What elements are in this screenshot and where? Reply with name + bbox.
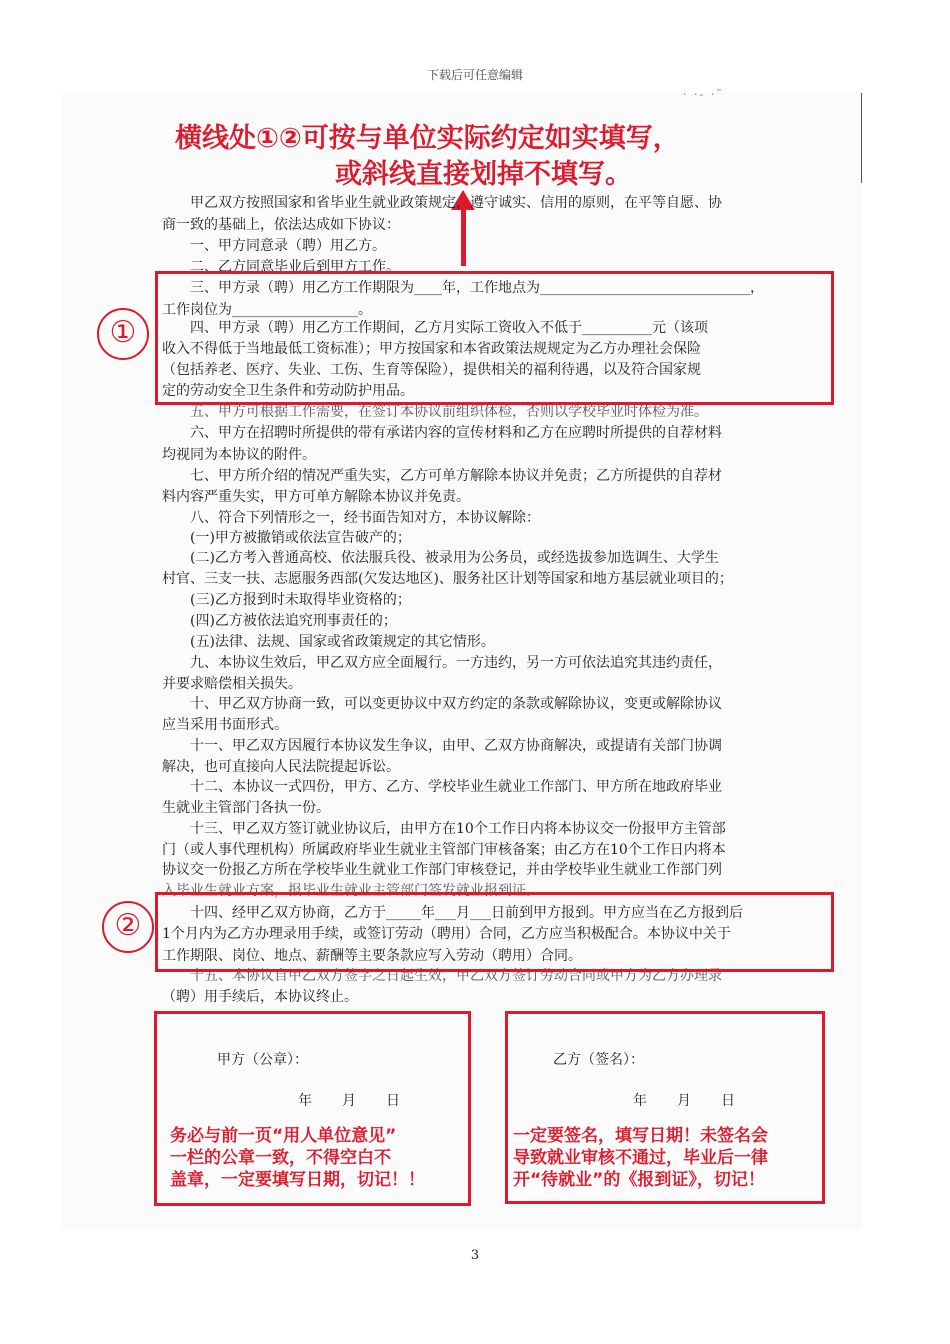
clause-line: 均视同为本协议的附件。 [162,447,316,463]
clause-line: 并要求赔偿相关损失。 [162,676,302,692]
header-note: 下载后可任意编辑 [426,68,523,82]
clause-line: 1个月内为乙方办理录用手续，或签订劳动（聘用）合同，乙方应当积极配合。本协议中关于 [162,926,731,942]
headline-line-2: 或斜线直接划掉不填写。 [335,159,632,190]
clause-line: (二)乙方考入普通高校、依法服兵役、被录用为公务员，或经选拔参加选调生、大学生 [190,550,719,566]
warning-line: 一栏的公章一致，不得空白不 [170,1148,391,1168]
clause-line: 村官、三支一扶、志愿服务西部(欠发达地区)、服务社区计划等国家和地方基层就业项目的； [162,571,733,587]
clause-line: （包括养老、医疗、失业、工伤、生育等保险），提供相关的福利待遇，以及符合国家规 [162,362,701,378]
clause-line: 料内容严重失实，甲方可单方解除本协议并免责。 [162,489,470,505]
clause-line: 八、符合下列情形之一，经书面告知对方，本协议解除： [190,510,540,526]
clause-line: 生就业主管部门各执一份。 [162,800,330,816]
clause-line: 定的劳动安全卫生条件和劳动防护用品。 [162,383,414,399]
clause-line: (一)甲方被撤销或依法宣告破产的； [190,530,411,546]
clause-line: 四、甲方录（聘）用乙方工作期间，乙方月实际工资收入不低于__________元（该项 [190,320,708,336]
party-b-date-label: 年月日 [633,1093,765,1109]
scan-edge-line [861,93,862,183]
page-number: 3 [470,1248,480,1263]
clause-line: 甲乙双方按照国家和省毕业生就业政策规定，遵守诚实、信用的原则，在平等自愿、协 [190,195,722,211]
marker-circle-2: ② [102,901,154,953]
clause-line: 门（或人事代理机构）所属政府毕业生就业主管部门审核备案；由乙方在10个工作日内将本 [162,842,726,858]
clause-line: 十一、甲乙双方因履行本协议发生争议，由甲、乙双方协商解决，或提请有关部门协调 [190,738,722,754]
clause-line: (三)乙方报到时未取得毕业资格的； [190,592,411,608]
party-b-sign-label: 乙方（签名）： [553,1052,644,1068]
highlight-box-1 [155,271,834,405]
clause-line: (五)法律、法规、国家或省政策规定的其它情形。 [190,634,495,650]
warning-line: 盖章，一定要填写日期，切记！！ [170,1170,425,1190]
clause-line: 十三、甲乙双方签订就业协议后，由甲方在10个工作日内将本协议交一份报甲方主管部 [190,821,726,837]
clause-line: 入毕业生就业方案，报毕业生就业主管部门签发就业报到证。 [162,883,540,899]
clause-line: 解决，也可直接向人民法院提起诉讼。 [162,759,400,775]
highlight-box-2 [155,892,834,972]
party-a-warning [170,1125,425,1191]
clause-line: 三、甲方录（聘）用乙方工作期限为____年，工作地点为______________________________， [190,280,764,296]
clause-line: 收入不得低于当地最低工资标准）；甲方按国家和本省政策法规规定为乙方办理社会保险 [162,341,701,357]
clause-line: 六、甲方在招聘时所提供的带有承诺内容的宣传材料和乙方在应聘时所提供的自荐材料 [190,425,722,441]
warning-line: 一定要签名，填写日期！未签名会 [513,1126,768,1146]
clause-line: 七、甲方所介绍的情况严重失实，乙方可单方解除本协议并免责；乙方所提供的自荐材 [190,468,722,484]
clause-line: (四)乙方被依法追究刑事责任的； [190,613,397,629]
clause-line: 十、甲乙双方协商一致，可以变更协议中双方约定的条款或解除协议，变更或解除协议 [190,696,722,712]
clause-line: 十二、本协议一式四份，甲方、乙方、学校毕业生就业工作部门、甲方所在地政府毕业 [190,779,722,795]
warning-line: 务必与前一页“用人单位意见” [170,1126,397,1146]
clause-line: 协议交一份报乙方所在学校毕业生就业工作部门审核登记，并由学校毕业生就业工作部门列 [162,862,722,878]
scan-marks: · ·- ·˜ [683,88,724,101]
clause-line: （聘）用手续后，本协议终止。 [162,989,358,1005]
warning-line: 开“待就业”的《报到证》，切记！ [513,1170,765,1190]
marker-circle-1: ① [97,308,149,360]
headline-line-1: 横线处①②可按与单位实际约定如实填写， [175,123,680,154]
clause-line: 工作岗位为__________________。 [162,302,372,318]
clause-line: 九、本协议生效后，甲乙双方应全面履行。一方违约，另一方可依法追究其违约责任， [190,655,722,671]
clause-line: 一、甲方同意录（聘）用乙方。 [190,238,386,254]
clause-line: 工作期限、岗位、地点、薪酬等主要条款应写入劳动（聘用）合同。 [162,948,582,964]
clause-line: 二、乙方同意毕业后到甲方工作。 [190,259,400,275]
clause-line: 五、甲方可根据工作需要，在签订本协议前组织体检，否则以学校毕业时体检为准。 [190,404,708,420]
clause-line: 商一致的基础上，依法达成如下协议： [162,217,400,233]
party-b-warning [513,1125,768,1191]
warning-line: 导致就业审核不通过，毕业后一律 [513,1148,768,1168]
party-a-seal-label: 甲方（公章）： [217,1052,308,1068]
clause-line: 十五、本协议自甲乙双方签字之日起生效，甲乙双方签订劳动合同或甲方为乙方办理录 [190,968,722,984]
party-a-date-label: 年月日 [298,1093,430,1109]
clause-line: 十四、经甲乙双方协商，乙方于_____年___月___日前到甲方报到。甲方应当在乙方报到后 [190,905,743,921]
clause-line: 应当采用书面形式。 [162,717,288,733]
